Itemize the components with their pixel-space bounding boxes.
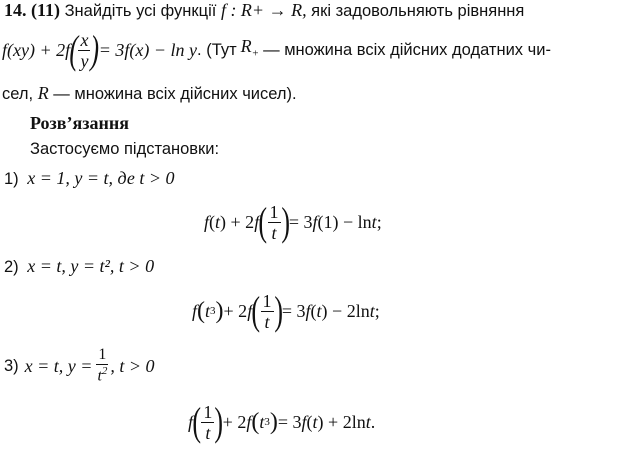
problem-intro-tail: які задовольняють рівняння: [311, 2, 525, 20]
problem-intro: Знайдіть усі функції: [64, 2, 217, 20]
problem-line-3: [2, 83, 297, 104]
main-equation: f(xy) + 2f ( $\frac{x}{y}$ ) = 3f(x) − ln y: [2, 27, 198, 72]
step-2-equation: f ( t 3 ) + 2 f ( $\frac{1}{t}$ ) = 3 f ( t ) − 2ln t ;: [192, 288, 380, 333]
r-symbol: R: [37, 83, 49, 103]
solution-intro: Застосуємо підстановки:: [30, 140, 220, 158]
problem-line-1: [4, 0, 524, 21]
step-1-condition: 1) x = 1, y = t, де t > 0: [4, 168, 175, 188]
note-a: . (Тут: [197, 41, 237, 59]
note-b: — множина всіх дійсних додатних чи-: [263, 41, 551, 59]
problem-line-2: [2, 27, 551, 72]
line3: сел,: [2, 85, 34, 103]
step-1-equation: f ( t ) + 2 f ( $\frac{1}{t}$ ) = 3 f (1) − ln t ;: [204, 199, 382, 244]
problem-mapping: f : R+ → R,: [220, 0, 307, 20]
step-3-equation: f ( $\frac{1}{t}$ ) + 2 f ( t 3 ) = 3 f ( t ) + 2ln t .: [188, 399, 376, 444]
r-plus-symbol: $R_+$: [240, 36, 260, 60]
step-2-condition: 2) x = t, y = t², t > 0: [4, 256, 155, 276]
solution-heading: Розв’язання: [30, 113, 129, 133]
problem-number: 14. (11): [4, 0, 60, 20]
step-3-condition: 3) x = t, y = $\frac{1}{t^2}$ , t > 0: [4, 346, 155, 385]
line3-tail: — множина всіх дійсних чисел).: [53, 85, 297, 103]
